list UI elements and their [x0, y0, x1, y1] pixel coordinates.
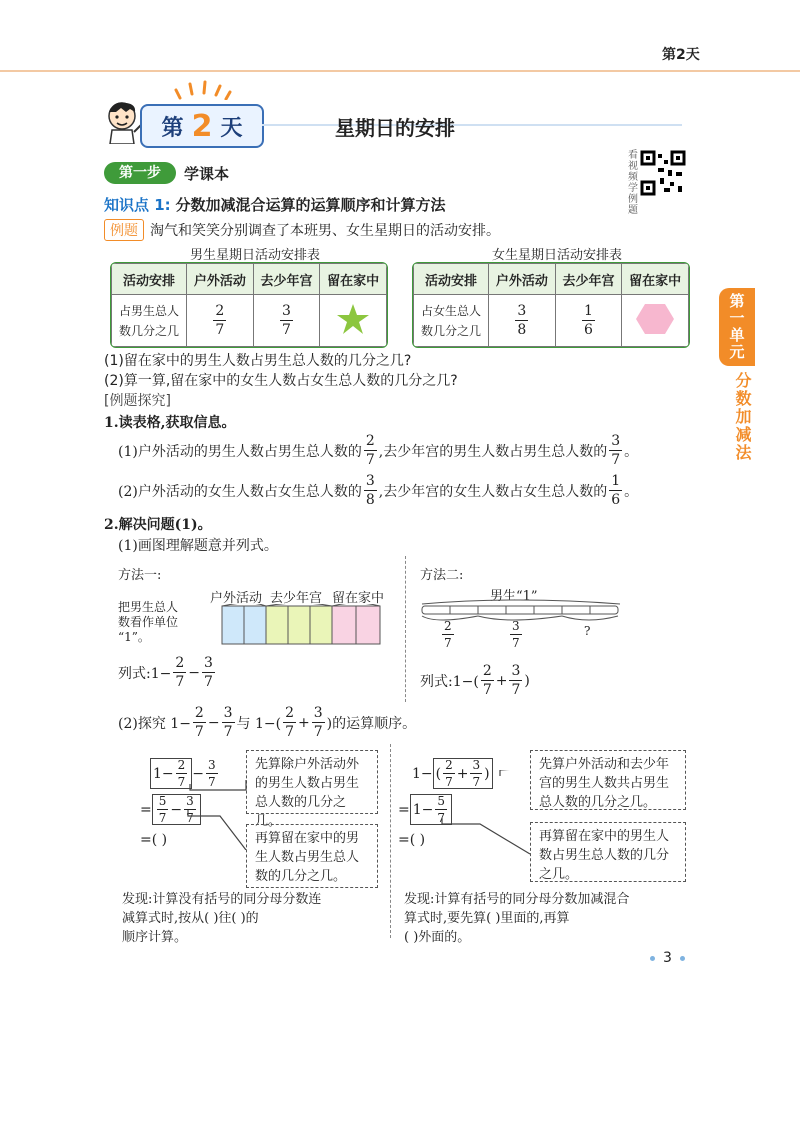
page-number: 3	[650, 950, 685, 966]
left-calc-line2: = $\frac{5}{7}$ − $\frac{3}{7}$	[140, 794, 201, 825]
step-label: 学课本	[184, 165, 230, 183]
header-rule	[0, 70, 800, 72]
boys-header-0: 活动安排	[112, 264, 187, 295]
girls-header-0: 活动安排	[414, 264, 489, 295]
knowledge-tag: 知识点 1:	[104, 196, 171, 214]
qr-label: 看视频学例题	[628, 150, 638, 216]
page-dot-right	[680, 956, 685, 961]
step1-title: 1.读表格,获取信息。	[104, 415, 236, 431]
finding-right: 发现:计算有括号的同分母分数加减混合 算式时,要先算( )里面的,再算 ( )外面的。	[404, 892, 630, 945]
method1-formula: 列式:1− $\frac{2}{7}$ − $\frac{3}{7}$	[118, 655, 213, 690]
left-connector-lines	[180, 780, 250, 850]
hexagon-icon	[622, 295, 689, 347]
left-note-1: 先算除户外活动外的男生人数占男生总人数的几分之几。	[246, 750, 378, 814]
girls-row-label: 占女生总人 数几分之几	[414, 295, 489, 347]
unit-side-tab: 第一单元	[719, 288, 755, 366]
day-title-banner	[140, 104, 264, 148]
boys-table	[110, 262, 388, 348]
method2-frac-2-7: $\frac{2}{7}$	[444, 619, 452, 650]
girls-table	[412, 262, 690, 348]
question-1: (1)留在家中的男生人数占男生总人数的几分之几?	[104, 353, 412, 369]
method1-cat-outdoor: 户外活动	[210, 591, 263, 606]
explore-label: [例题探究]	[104, 393, 171, 409]
right-calc-line2: = 1− $\frac{5}{7}$	[398, 794, 452, 825]
star-icon	[320, 295, 387, 347]
method2-label: 方法二:	[420, 568, 464, 583]
qr-code-icon[interactable]	[640, 150, 686, 196]
boys-header-3: 留在家中	[320, 264, 387, 295]
step2-title: 2.解决问题(1)。	[104, 517, 212, 533]
method2-top-label: 男生“1”	[490, 589, 538, 604]
method2-formula: 列式:1−( $\frac{2}{7}$ + $\frac{3}{7}$ )	[420, 663, 530, 698]
girls-table-title: 女生星期日活动安排表	[492, 248, 623, 263]
question-2: (2)算一算,留在家中的女生人数占女生总人数的几分之几?	[104, 373, 458, 389]
title-rule	[262, 124, 682, 126]
left-calc-line1: 1− $\frac{2}{7}$ − $\frac{3}{7}$	[150, 758, 220, 789]
topic-side-label: 分数加减法	[733, 372, 752, 462]
step1-line1: (1)户外活动的男生人数占男生总人数的 $\frac{2}{7}$ ,去少年宫的男生人数占男生总人数的 $\frac{3}{7}$ 。	[118, 433, 639, 468]
knowledge-text: 分数加减混合运算的运算顺序和计算方法	[175, 196, 446, 214]
method1-note: 把男生总人 数看作单位 “1”。	[118, 600, 179, 644]
method2-question-mark: ?	[584, 624, 591, 638]
mascot-icon	[100, 98, 144, 144]
page-dot-left	[650, 956, 655, 961]
method1-label: 方法一:	[118, 568, 162, 583]
page-subtitle: 星期日的安排	[335, 116, 455, 140]
method2-frac-3-7: $\frac{3}{7}$	[512, 619, 520, 650]
boys-row-label: 占男生总人 数几分之几	[112, 295, 187, 347]
step2-sub: (1)画图理解题意并列式。	[118, 538, 278, 554]
boys-table-title: 男生星期日活动安排表	[190, 248, 321, 263]
right-calc-line1: 1− ( $\frac{2}{7}$ + $\frac{3}{7}$ )	[412, 758, 493, 789]
girls-outdoor-fraction: $\frac{3}{8}$	[489, 295, 556, 347]
step1-line2: (2)户外活动的女生人数占女生总人数的 $\frac{3}{8}$ ,去少年宫的女生人数占女生总人数的 $\frac{1}{6}$ 。	[118, 473, 639, 508]
example-text: 淘气和笑笑分别调查了本班男、女生星期日的活动安排。	[150, 223, 500, 239]
title-tian: 天	[220, 115, 243, 141]
title-di: 第	[161, 115, 184, 141]
step-badge: 第一步	[104, 162, 176, 184]
right-calc-blank: =( )	[398, 832, 426, 848]
title-day-number: 2	[191, 108, 213, 144]
method1-cat-palace: 去少年宫	[270, 591, 323, 606]
left-note-2: 再算留在家中的男生人数占男生总人数的几分之几。	[246, 824, 378, 888]
girls-header-1: 户外活动	[489, 264, 556, 295]
girls-header-3: 留在家中	[622, 264, 689, 295]
example-tag: 例题	[104, 219, 144, 241]
left-calc-blank: =( )	[140, 832, 168, 848]
right-note-2: 再算留在家中的男生人数占男生总人数的几分之几。	[530, 822, 686, 882]
explore2-line: (2)探究 1− $\frac{2}{7}$ − $\frac{3}{7}$ 与 1−( $\frac{2}{7}$ + $\frac{3}{7}$ )的运算顺序。	[118, 705, 417, 740]
day-corner-label: 第2天	[662, 47, 700, 63]
sun-rays-icon	[172, 80, 232, 100]
method1-bar-diagram	[220, 604, 388, 646]
calc-divider	[390, 744, 391, 938]
girls-header-2: 去少年宫	[555, 264, 622, 295]
girls-palace-fraction: $\frac{1}{6}$	[555, 295, 622, 347]
method1-cat-home: 留在家中	[332, 591, 385, 606]
boys-header-2: 去少年宫	[253, 264, 320, 295]
right-note-1: 先算户外活动和去少年宫的男生人数共占男生总人数的几分之几。	[530, 750, 686, 810]
methods-divider	[405, 556, 406, 702]
boys-palace-fraction: $\frac{3}{7}$	[253, 295, 320, 347]
boys-header-1: 户外活动	[187, 264, 254, 295]
right-connector-lines	[440, 770, 532, 860]
finding-left: 发现:计算没有括号的同分母分数连 减算式时,按从( )往( )的 顺序计算。	[122, 892, 322, 945]
boys-outdoor-fraction: $\frac{2}{7}$	[187, 295, 254, 347]
